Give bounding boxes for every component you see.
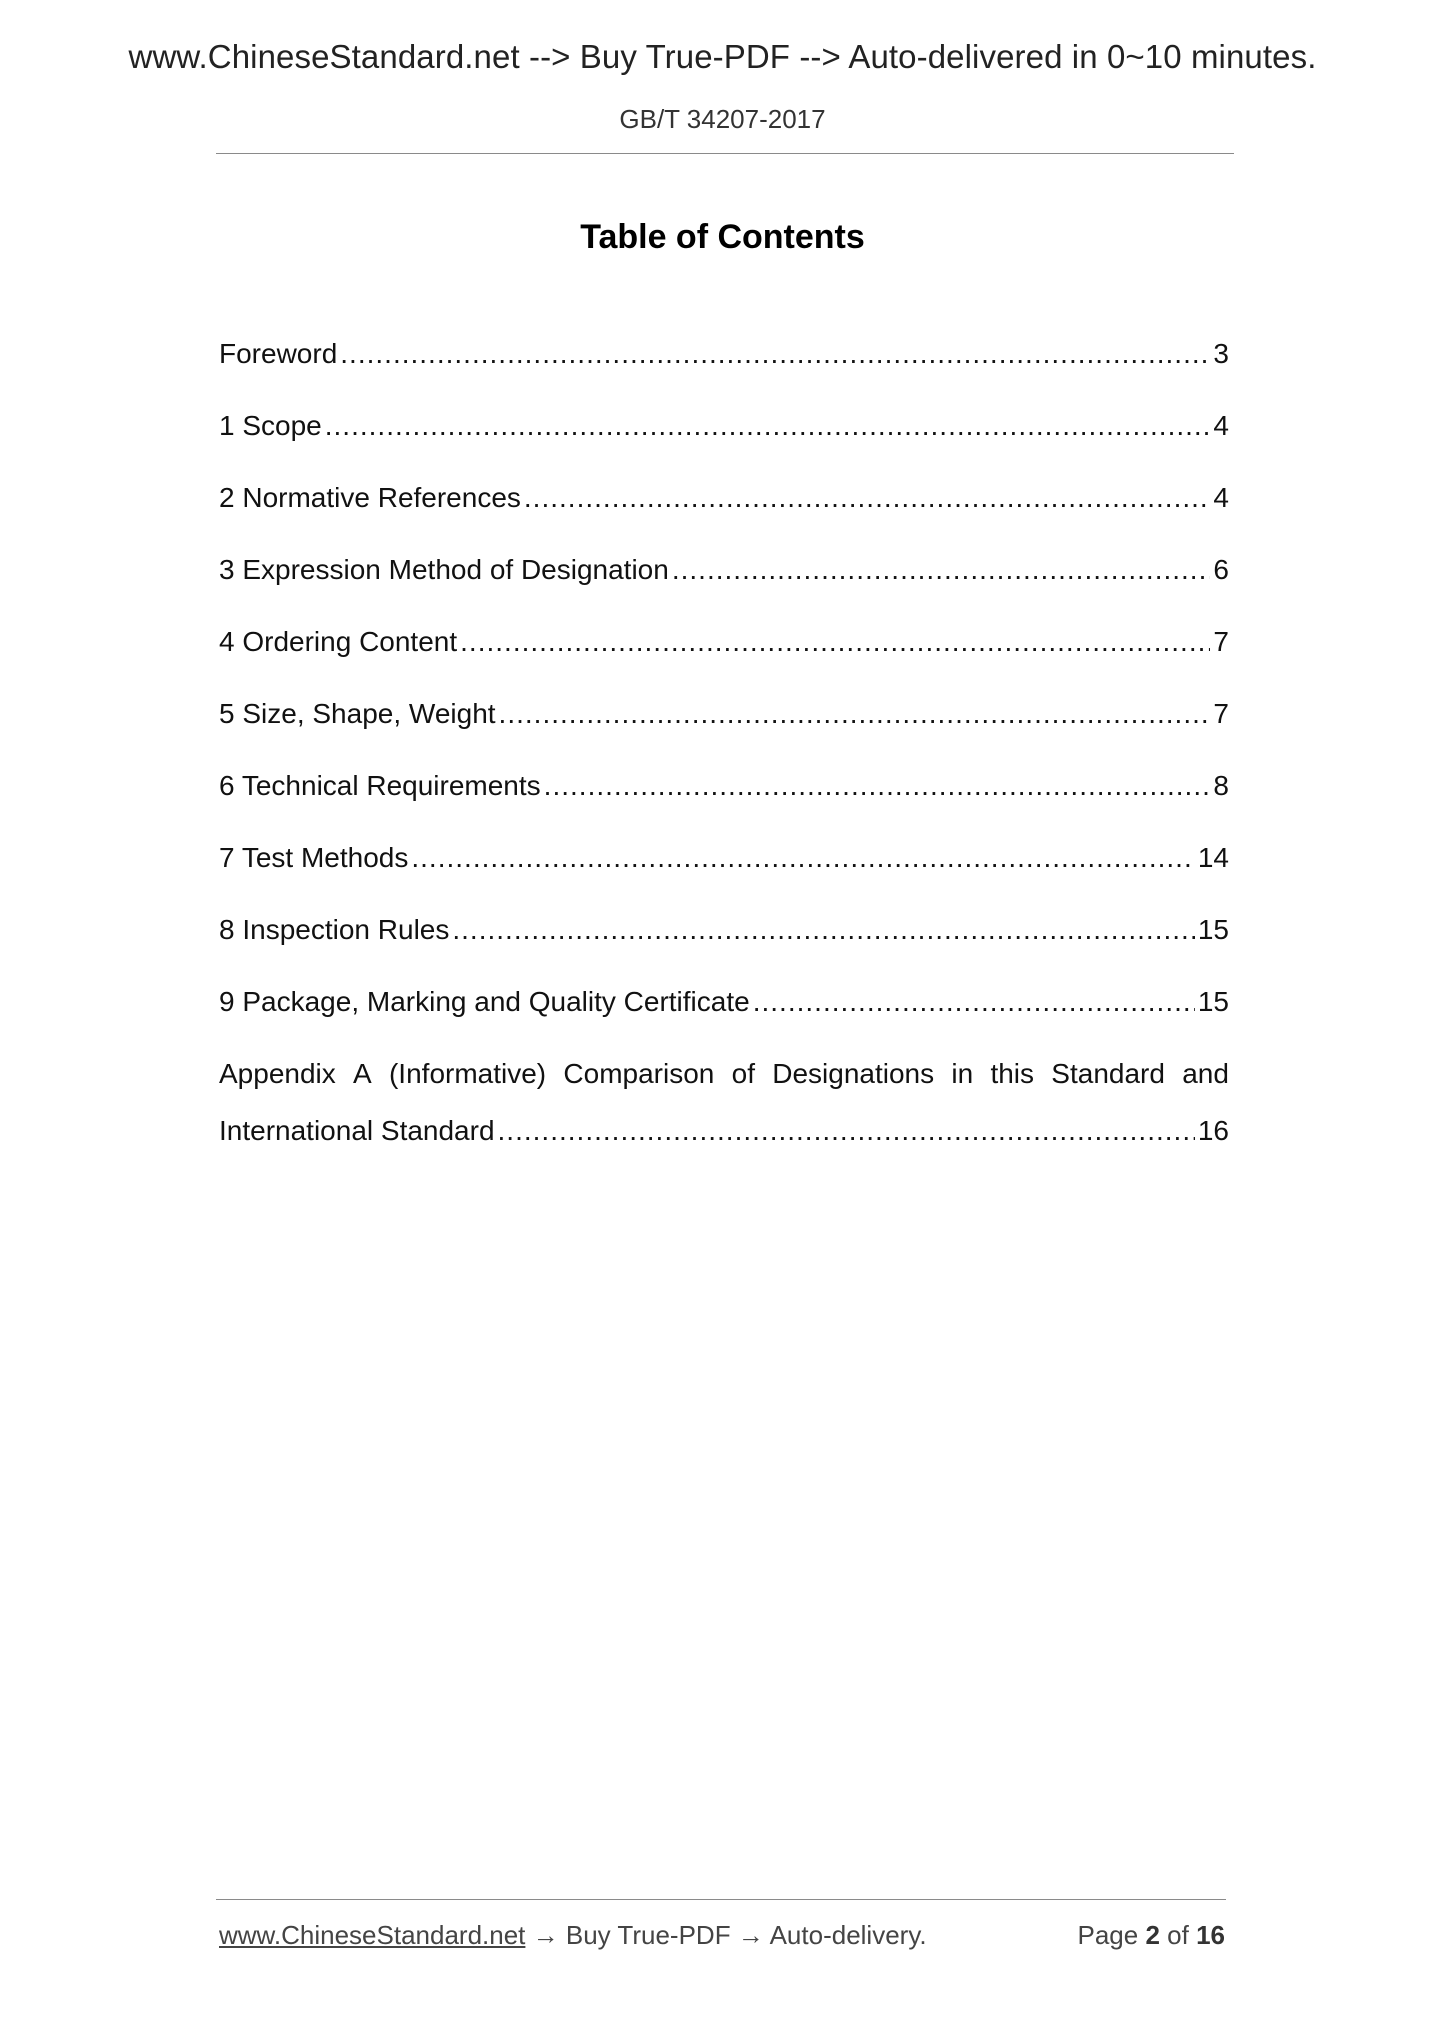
toc-entry-scope[interactable] [219, 410, 1229, 482]
page-title: Table of Contents [580, 218, 865, 256]
dot-leader [452, 914, 1194, 946]
toc-entry-label: Foreword [219, 338, 338, 369]
toc-entry-label: 5 Size, Shape, Weight [219, 698, 496, 729]
toc-entry-appendix-a[interactable] [219, 1058, 1229, 1187]
toc-entry-label: 4 Ordering Content [219, 626, 458, 657]
appendix-word: Designations [772, 1058, 935, 1089]
toc-entry-label: International Standard [219, 1115, 495, 1146]
appendix-word: and [1182, 1058, 1229, 1089]
toc-entry-page: 16 [1197, 1115, 1229, 1146]
toc-entry-package-marking[interactable] [219, 986, 1229, 1058]
toc-entry-size-shape-weight[interactable] [219, 698, 1229, 770]
toc-entry-page: 6 [1213, 554, 1229, 585]
appendix-word: Standard [1051, 1058, 1165, 1089]
appendix-word: Appendix [219, 1058, 336, 1089]
page-indicator [1077, 1920, 1225, 1951]
footer-site-link[interactable]: www.ChineseStandard.net [219, 1920, 526, 1950]
toc-entry-page: 4 [1213, 410, 1229, 441]
standard-code: GB/T 34207-2017 [619, 104, 826, 134]
toc-entry-foreword[interactable] [219, 338, 1229, 410]
footer-promo [219, 1920, 927, 1951]
toc-entry-label: 7 Test Methods [219, 842, 409, 873]
dot-leader [460, 626, 1210, 658]
appendix-word: A [353, 1058, 372, 1089]
dot-leader [499, 698, 1211, 730]
toc-entry-label: 1 Scope [219, 410, 322, 441]
appendix-word: of [731, 1058, 755, 1089]
toc-entry-label: 8 Inspection Rules [219, 914, 450, 945]
toc-entry-expression-method[interactable] [219, 554, 1229, 626]
toc-entry-test-methods[interactable] [219, 842, 1229, 914]
footer-promo-tail: → Buy True-PDF → Auto-delivery. [532, 1920, 927, 1950]
appendix-word: (Informative) [388, 1058, 547, 1089]
of-word: of [1167, 1920, 1189, 1950]
toc-entry-normative-references[interactable] [219, 482, 1229, 554]
dot-leader [672, 554, 1211, 586]
toc-entry-page: 15 [1197, 914, 1229, 945]
header-divider [216, 153, 1234, 154]
toc-entry-page: 14 [1197, 842, 1229, 873]
current-page-number: 2 [1145, 1920, 1160, 1950]
footer-divider [216, 1899, 1226, 1900]
toc-entry-page: 4 [1213, 482, 1229, 513]
appendix-word: in [951, 1058, 974, 1089]
dot-leader [524, 482, 1211, 514]
dot-leader [340, 338, 1210, 370]
toc-entry-technical-requirements[interactable] [219, 770, 1229, 842]
toc-entry-page: 8 [1213, 770, 1229, 801]
page-word: Page [1077, 1920, 1139, 1950]
total-page-count: 16 [1196, 1920, 1225, 1950]
toc-entry-label: 9 Package, Marking and Quality Certificate [219, 986, 750, 1017]
toc-entry-page: 15 [1197, 986, 1229, 1017]
dot-leader [325, 410, 1211, 442]
appendix-word: Comparison [563, 1058, 715, 1089]
toc-entry-page: 7 [1213, 698, 1229, 729]
toc-entry-ordering-content[interactable] [219, 626, 1229, 698]
toc-entry-inspection-rules[interactable] [219, 914, 1229, 986]
dot-leader [498, 1115, 1195, 1147]
toc-entry-page: 7 [1213, 626, 1229, 657]
appendix-word: this [990, 1058, 1035, 1089]
toc-entry-page: 3 [1213, 338, 1229, 369]
toc-entry-label: 6 Technical Requirements [219, 770, 541, 801]
appendix-title-line [219, 1058, 1229, 1115]
dot-leader [411, 842, 1194, 874]
toc-entry-label: 2 Normative References [219, 482, 521, 513]
dot-leader [753, 986, 1195, 1018]
table-of-contents [219, 338, 1229, 1187]
dot-leader [544, 770, 1211, 802]
appendix-second-line [219, 1115, 1229, 1187]
banner-text: www.ChineseStandard.net --> Buy True-PDF --> Auto-delivered in 0~10 minutes. [128, 38, 1317, 75]
toc-entry-label: 3 Expression Method of Designation [219, 554, 669, 585]
